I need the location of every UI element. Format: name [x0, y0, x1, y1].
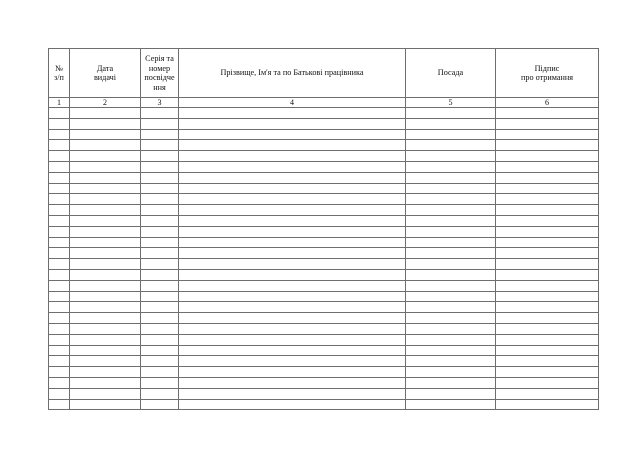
table-cell: [496, 108, 599, 119]
table-cell: [496, 118, 599, 129]
table-row: [49, 161, 599, 172]
table-cell: [49, 367, 70, 378]
table-cell: [141, 269, 179, 280]
table-cell: [49, 108, 70, 119]
table-cell: [70, 345, 141, 356]
table-row: [49, 237, 599, 248]
table-cell: [70, 194, 141, 205]
table-cell: [141, 367, 179, 378]
table-cell: [141, 215, 179, 226]
table-cell: [406, 367, 496, 378]
table-cell: [496, 345, 599, 356]
table-cell: [70, 226, 141, 237]
table-row: [49, 269, 599, 280]
table-row: [49, 313, 599, 324]
table-cell: [496, 291, 599, 302]
table-row: [49, 377, 599, 388]
table-cell: [70, 399, 141, 410]
table-cell: [70, 140, 141, 151]
table-cell: [49, 291, 70, 302]
table-cell: [496, 399, 599, 410]
table-cell: [49, 313, 70, 324]
table-cell: [179, 151, 406, 162]
issuance-register-table: [48, 48, 599, 410]
table-cell: [406, 118, 496, 129]
table-row: [49, 399, 599, 410]
table-cell: [179, 226, 406, 237]
table-row: [49, 151, 599, 162]
table-cell: [141, 302, 179, 313]
table-cell: [496, 183, 599, 194]
table-cell: [141, 377, 179, 388]
table-cell: [49, 237, 70, 248]
table-cell: [70, 313, 141, 324]
column-number-1: 1: [49, 98, 70, 108]
table-cell: [496, 215, 599, 226]
table-cell: [49, 345, 70, 356]
table-cell: [406, 172, 496, 183]
table-cell: [496, 356, 599, 367]
table-cell: [406, 269, 496, 280]
table-cell: [406, 215, 496, 226]
table-row: [49, 129, 599, 140]
header-full-name: Прізвище, Ім'я та по Батькові працівника: [179, 49, 406, 98]
table-row: [49, 108, 599, 119]
table-cell: [70, 205, 141, 216]
table-cell: [49, 399, 70, 410]
table-cell: [70, 356, 141, 367]
table-cell: [496, 313, 599, 324]
table-cell: [49, 172, 70, 183]
table-cell: [49, 388, 70, 399]
table-cell: [406, 388, 496, 399]
header-issue-date: Дата видачі: [70, 49, 141, 98]
table-cell: [179, 334, 406, 345]
table-row: [49, 248, 599, 259]
table-cell: [141, 399, 179, 410]
header-certificate-series-number: Серія та номер посвідче ння: [141, 49, 179, 98]
table-row: [49, 334, 599, 345]
table-row: [49, 302, 599, 313]
table-cell: [141, 205, 179, 216]
table-cell: [496, 280, 599, 291]
table-cell: [49, 269, 70, 280]
table-cell: [70, 118, 141, 129]
column-number-4: 4: [179, 98, 406, 108]
table-cell: [49, 129, 70, 140]
table-cell: [70, 215, 141, 226]
table-cell: [179, 108, 406, 119]
table-cell: [179, 313, 406, 324]
table-cell: [49, 151, 70, 162]
table-cell: [70, 151, 141, 162]
header-position: Посада: [406, 49, 496, 98]
table-cell: [179, 161, 406, 172]
table-row: [49, 194, 599, 205]
header-number: № з/п: [49, 49, 70, 98]
table-cell: [179, 269, 406, 280]
table-row: [49, 140, 599, 151]
table-cell: [179, 367, 406, 378]
table-cell: [70, 280, 141, 291]
table-cell: [406, 194, 496, 205]
table-row: [49, 356, 599, 367]
table-cell: [49, 259, 70, 270]
table-cell: [496, 269, 599, 280]
header-signature: Підпис про отримання: [496, 49, 599, 98]
table-cell: [141, 313, 179, 324]
table-cell: [141, 248, 179, 259]
table-cell: [49, 215, 70, 226]
table-cell: [70, 237, 141, 248]
table-cell: [496, 205, 599, 216]
table-cell: [406, 151, 496, 162]
table-cell: [49, 356, 70, 367]
table-cell: [179, 118, 406, 129]
table-cell: [406, 302, 496, 313]
table-cell: [179, 388, 406, 399]
table-row: [49, 183, 599, 194]
table-cell: [496, 323, 599, 334]
table-cell: [406, 248, 496, 259]
table-row: [49, 367, 599, 378]
table-cell: [179, 215, 406, 226]
table-cell: [406, 237, 496, 248]
table-cell: [141, 172, 179, 183]
table-cell: [141, 194, 179, 205]
table-cell: [496, 248, 599, 259]
table-cell: [70, 302, 141, 313]
table-cell: [406, 129, 496, 140]
table-cell: [179, 345, 406, 356]
table-cell: [496, 194, 599, 205]
table-cell: [406, 291, 496, 302]
table-cell: [70, 388, 141, 399]
table-cell: [141, 108, 179, 119]
table-cell: [406, 259, 496, 270]
table-cell: [141, 151, 179, 162]
table-row: [49, 345, 599, 356]
table-cell: [141, 129, 179, 140]
table-cell: [179, 302, 406, 313]
table-cell: [70, 377, 141, 388]
table-cell: [70, 323, 141, 334]
table-cell: [141, 334, 179, 345]
table-row: [49, 388, 599, 399]
table-cell: [70, 108, 141, 119]
table-row: [49, 226, 599, 237]
table-cell: [49, 280, 70, 291]
table-cell: [406, 313, 496, 324]
column-number-row: [49, 98, 599, 108]
table-cell: [496, 367, 599, 378]
table-cell: [141, 323, 179, 334]
table-cell: [141, 259, 179, 270]
table-cell: [141, 183, 179, 194]
table-row: [49, 118, 599, 129]
table-cell: [496, 161, 599, 172]
table-cell: [179, 194, 406, 205]
table-cell: [141, 388, 179, 399]
table-cell: [49, 118, 70, 129]
table-cell: [179, 323, 406, 334]
table-cell: [70, 334, 141, 345]
table-cell: [496, 388, 599, 399]
table-cell: [70, 259, 141, 270]
table-cell: [496, 140, 599, 151]
table-cell: [49, 140, 70, 151]
table-cell: [70, 269, 141, 280]
table-cell: [49, 205, 70, 216]
table-cell: [406, 108, 496, 119]
table-cell: [496, 302, 599, 313]
table-cell: [141, 356, 179, 367]
table-cell: [179, 172, 406, 183]
table-row: [49, 172, 599, 183]
table-cell: [179, 129, 406, 140]
column-number-3: 3: [141, 98, 179, 108]
table-cell: [496, 334, 599, 345]
table-cell: [179, 248, 406, 259]
header-row: [49, 49, 599, 98]
table-cell: [496, 237, 599, 248]
table-cell: [70, 161, 141, 172]
table-row: [49, 291, 599, 302]
table-cell: [179, 356, 406, 367]
table-cell: [141, 118, 179, 129]
table-cell: [141, 237, 179, 248]
table-cell: [49, 248, 70, 259]
table-cell: [49, 226, 70, 237]
table-row: [49, 280, 599, 291]
table-cell: [496, 377, 599, 388]
table-cell: [406, 356, 496, 367]
table-cell: [496, 129, 599, 140]
table-cell: [496, 172, 599, 183]
table-cell: [49, 161, 70, 172]
table-cell: [49, 183, 70, 194]
table-cell: [496, 151, 599, 162]
table-cell: [141, 345, 179, 356]
table-cell: [70, 172, 141, 183]
table-cell: [49, 323, 70, 334]
table-cell: [406, 377, 496, 388]
table-cell: [179, 205, 406, 216]
table-cell: [70, 367, 141, 378]
table-cell: [496, 259, 599, 270]
table-cell: [141, 291, 179, 302]
table-cell: [141, 140, 179, 151]
table-cell: [70, 183, 141, 194]
table-cell: [406, 183, 496, 194]
table-cell: [179, 377, 406, 388]
table-cell: [179, 259, 406, 270]
column-number-5: 5: [406, 98, 496, 108]
table-cell: [49, 377, 70, 388]
table-cell: [49, 302, 70, 313]
table-cell: [49, 194, 70, 205]
table-cell: [179, 183, 406, 194]
table-row: [49, 323, 599, 334]
table-cell: [406, 140, 496, 151]
table-cell: [406, 226, 496, 237]
table-cell: [179, 280, 406, 291]
table-row: [49, 215, 599, 226]
table-cell: [179, 140, 406, 151]
table-cell: [406, 323, 496, 334]
table-cell: [141, 226, 179, 237]
table-cell: [406, 280, 496, 291]
column-number-6: 6: [496, 98, 599, 108]
table-row: [49, 259, 599, 270]
table-cell: [70, 248, 141, 259]
table-cell: [49, 334, 70, 345]
table-cell: [179, 237, 406, 248]
table-cell: [406, 334, 496, 345]
table-cell: [179, 291, 406, 302]
table-cell: [406, 161, 496, 172]
table-row: [49, 205, 599, 216]
table-cell: [70, 291, 141, 302]
table-cell: [406, 345, 496, 356]
table-cell: [496, 226, 599, 237]
column-number-2: 2: [70, 98, 141, 108]
table-cell: [406, 205, 496, 216]
table-cell: [141, 161, 179, 172]
table-cell: [70, 129, 141, 140]
table-cell: [406, 399, 496, 410]
table-cell: [179, 399, 406, 410]
table-cell: [141, 280, 179, 291]
